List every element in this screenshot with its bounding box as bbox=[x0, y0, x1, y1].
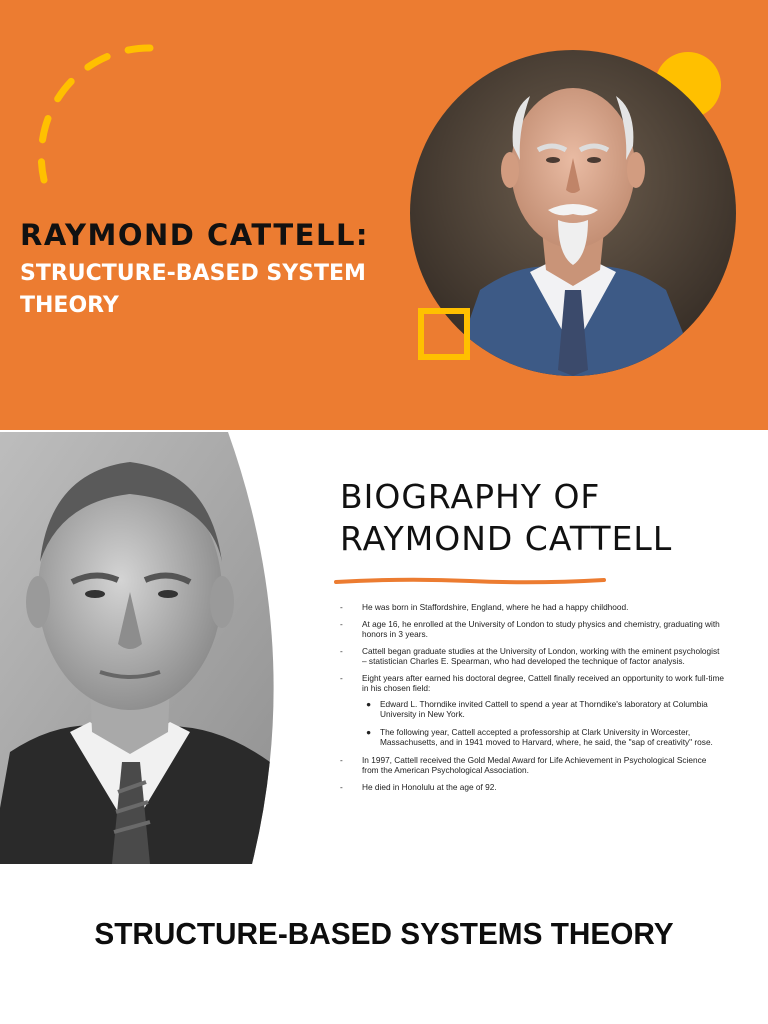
title-slide bbox=[0, 0, 768, 430]
theory-title-slide bbox=[0, 866, 768, 1024]
list-item: - He was born in Staffordshire, England, where he had a happy childhood. bbox=[340, 602, 629, 612]
list-item: - In 1997, Cattell received the Gold Medal Award for Life Achievement in Psychological Science from the American Psychological Association. bbox=[340, 755, 707, 775]
slide-title: RAYMOND CATTELL: bbox=[20, 218, 370, 252]
slide-subtitle: STRUCTURE-BASED SYSTEM THEORY bbox=[20, 261, 366, 318]
dashed-arc-decoration bbox=[20, 30, 200, 210]
theory-title: STRUCTURE-BASED SYSTEMS THEORY bbox=[94, 916, 674, 951]
list-item: - Cattell began graduate studies at the University of London, working with the eminent psychologist – statistician Charles E. Spearman, who had developed the technique of factor analysis. bbox=[340, 646, 720, 666]
sub-list bbox=[362, 699, 725, 747]
cattell-bw-portrait bbox=[0, 432, 300, 864]
sub-list-item: ● The following year, Cattell accepted a professorship at Clark University in Worcester, Massachusetts, and in 1941 moved to Harvard, where, he said, the "sap of creativity" rose. bbox=[366, 727, 713, 747]
list-item: - He died in Honolulu at the age of 92. bbox=[340, 782, 497, 792]
list-item: - Eight years after earned his doctoral degree, Cattell finally received an opportunity to work full-time in his chosen field: ● Edward L. Thorndike invited Cattell to spend a year at Thorndike's laboratory at Columbia University in New York. ● The following year, Cattell accepted a professorship at Clark University in Worcester, Massachusetts, and in 1941 moved to Harvard, where, he said, the "sap of creativity" rose. bbox=[340, 673, 725, 747]
sub-list-item: ● Edward L. Thorndike invited Cattell to spend a year at Thorndike's laboratory at Columbia University in New York. bbox=[366, 699, 708, 719]
biography-list bbox=[340, 602, 725, 799]
yellow-square-outline-decoration bbox=[418, 308, 470, 360]
list-item: - At age 16, he enrolled at the University of London to study physics and chemistry, graduating with honors in 3 years. bbox=[340, 619, 720, 639]
orange-brush-underline bbox=[334, 576, 606, 586]
biography-slide bbox=[0, 432, 768, 864]
biography-title: BIOGRAPHY OF RAYMOND CATTELL bbox=[340, 477, 673, 558]
